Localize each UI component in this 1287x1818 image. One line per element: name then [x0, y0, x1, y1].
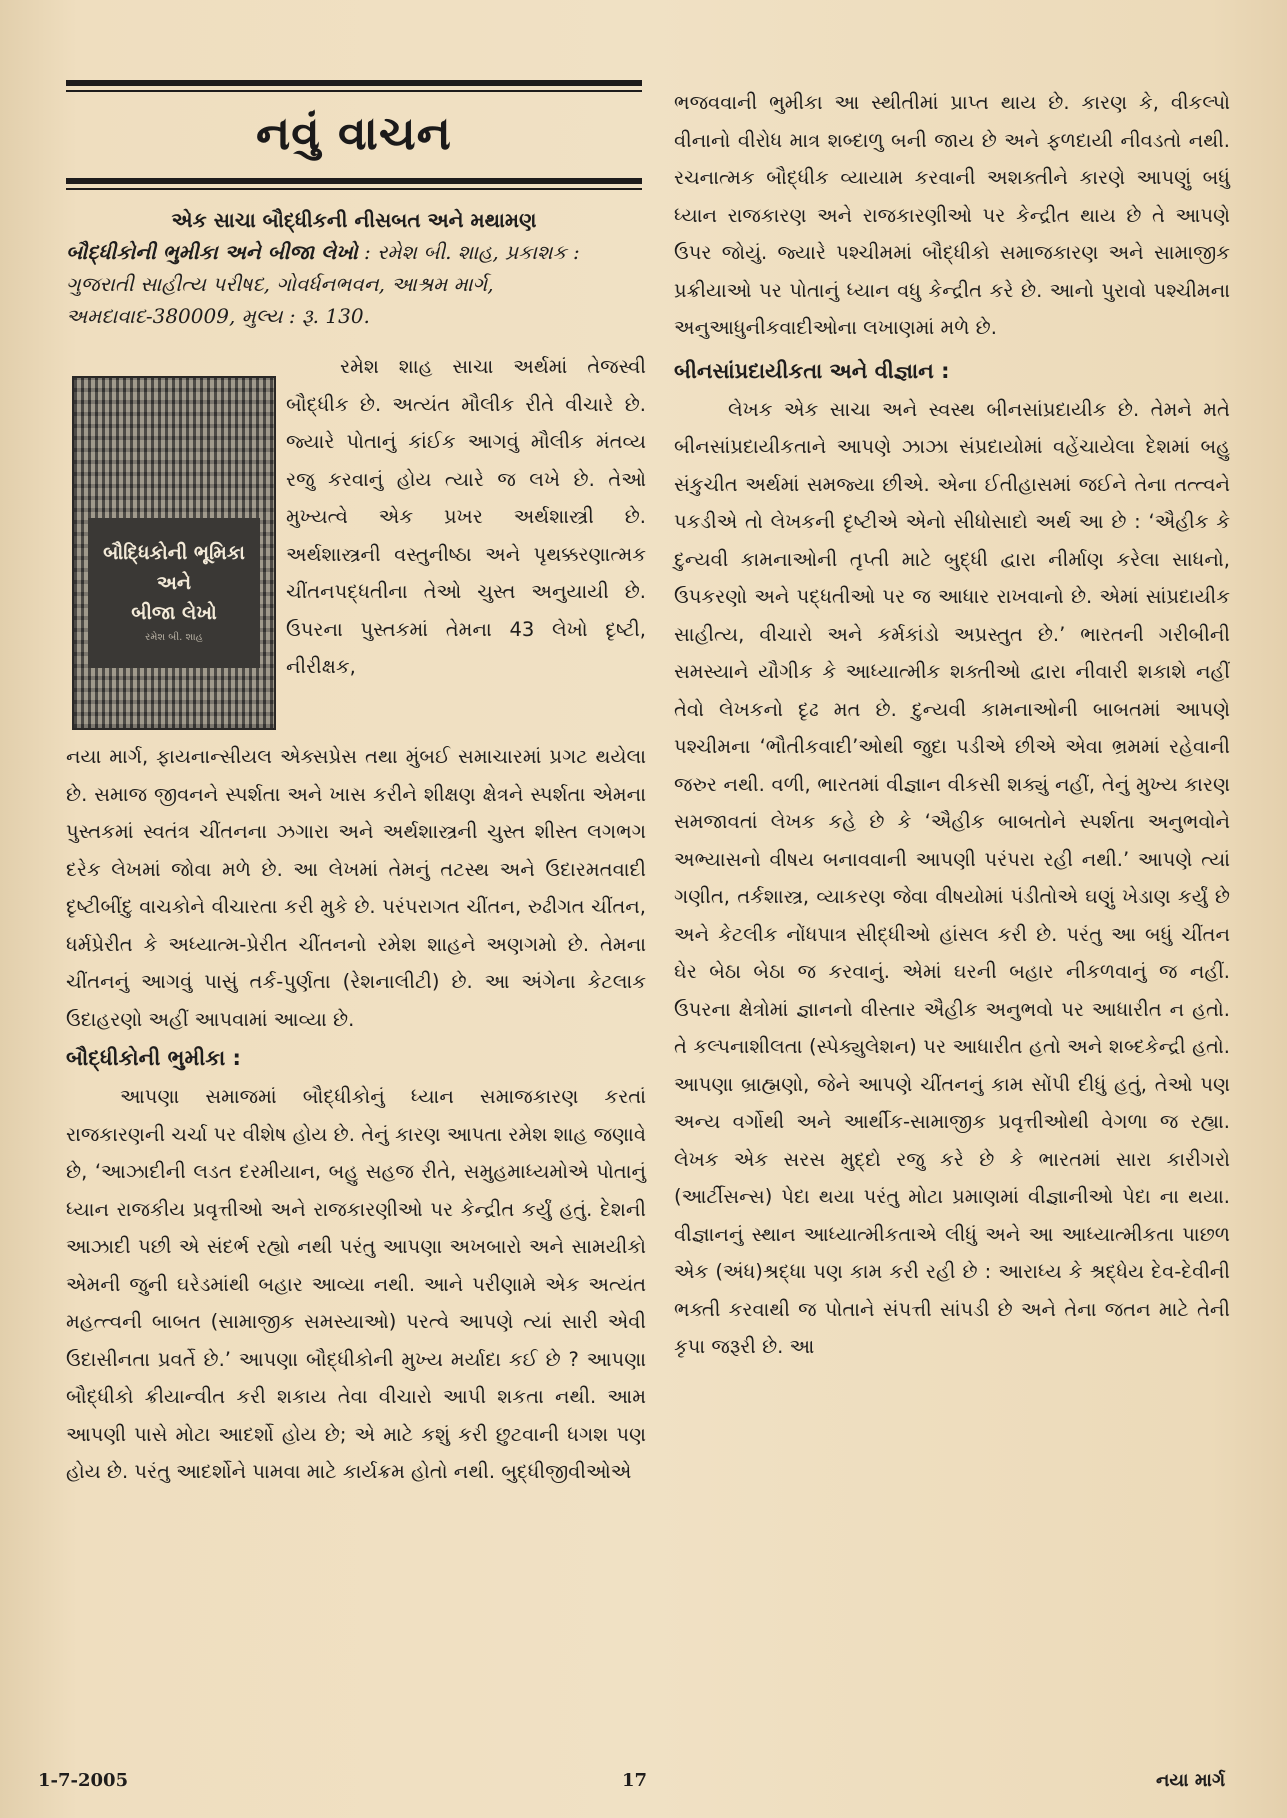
left-paragraph-1: નયા માર્ગ, ફાયનાન્સીયલ એક્સપ્રેસ તથા મુંબઈ સમાચારમાં પ્રગટ થયેલા છે. સમાજ જીવનને સ્પર્શતા અને ખાસ કરીને શીક્ષણ ક્ષેત્રને સ્પર્શતા એમના પુસ્તકમાં સ્વતંત્ર ચીંતનના ઝગારા અને અર્થશાસ્ત્રની ચુસ્ત શીસ્ત લગભગ દરેક લેખમાં જોવા મળે છે. આ લેખમાં તેમનું તટસ્થ અને ઉદારમતવાદી દૃષ્ટીબીંદુ વાચકોને વીચારતા કરી મુકે છે. પરંપરાગત ચીંતન, રુઢીગત ચીંતન, ધર્મપ્રેરીત કે અધ્યાત્મ-પ્રેરીત ચીંતનનો રમેશ શાહને અણગમો છે. તેમના ચીંતનનું આગવું પાસું તર્ક-પુર્ણતા (રેશનાલીટી) છે. આ અંગેના કેટલાક ઉદાહરણો અહીં આપવામાં આવ્યા છે. [66, 745, 646, 1031]
section-masthead: નવું વાચન [256, 106, 452, 160]
footer-date: 1-7-2005 [38, 1770, 129, 1791]
right-paragraph-1: ભજવવાની ભુમીકા આ સ્થીતીમાં પ્રાપ્ત થાય છે. કારણ કે, વીકલ્પો વીનાનો વીરોધ માત્ર શબ્દાળુ બની જાય છે અને ફળદાયી નીવડતો નથી. રચનાત્મક બૌદ્ધીક વ્યાયામ કરવાની અશક્તીને કારણે આપણું બધું ધ્યાન રાજકારણ અને રાજકારણીઓ પર કેન્દ્રીત થાય છે તે આપણે ઉપર જોયું. જ્યારે પશ્ચીમમાં બૌદ્ધીકો સમાજકારણ અને સામાજીક પ્રક્રીયાઓ પર પોતાનું ધ્યાન વધુ કેન્દ્રીત કરે છે. આનો પુરાવો પશ્ચીમના અનુઆધુનીકવાદીઓના લખાણમાં મળે છે. [674, 91, 1230, 339]
masthead-bottom-rule-thin [66, 188, 642, 190]
right-column [674, 84, 1230, 1366]
left-section-heading: બૌદ્ધીકોની ભુમીકા : [66, 1046, 241, 1070]
masthead-bottom-rule [66, 178, 642, 184]
book-cover-image [72, 376, 276, 730]
right-paragraph-2: લેખક એક સાચા અને સ્વસ્થ બીનસાંપ્રદાયીક છે. તેમને મતે બીનસાંપ્રદાયીકતાને આપણે ઝાઝા સંપ્રદાયોમાં વહેંચાયેલા દેશમાં બહુ સંકુચીત અર્થમાં સમજ્યા છીએ. એના ઈતીહાસમાં જઈને તેના તત્ત્વને પકડીએ તો લેખકની દૃષ્ટીએ એનો સીધોસાદો અર્થ આ છે : ‘ઐહીક કે દુન્યવી કામનાઓની તૃપ્તી માટે બુદ્ધી દ્વારા નીર્માણ કરેલા સાધનો, ઉપકરણો અને પદ્ધતીઓ પર જ આધાર રાખવાનો છે. એમાં સાંપ્રદાયીક સાહીત્ય, વીચારો અને કર્મકાંડો અપ્રસ્તુત છે.’ ભારતની ગરીબીની સમસ્યાને યૌગીક કે આધ્યાત્મીક શક્તીઓ દ્વારા નીવારી શકાશે નહીં તેવો લેખકનો દૃઢ મત છે. દુન્યવી કામનાઓની બાબતમાં આપણે પશ્ચીમના ‘ભૌતીકવાદી’ઓથી જુદા પડીએ છીએ એવા ભ્રમમાં રહેવાની જરુર નથી. વળી, ભારતમાં વીજ્ઞાન વીકસી શક્યું નહીં, તેનું મુખ્ય કારણ સમજાવતાં લેખક કહે છે કે ‘ઐહીક બાબતોને સ્પર્શતા અનુભવોને અભ્યાસનો વીષય બનાવવાની આપણી પરંપરા રહી નથી.’ આપણે ત્યાં ગણીત, તર્કશાસ્ત્ર, વ્યાકરણ જેવા વીષયોમાં પંડીતોએ ઘણું ખેડાણ કર્યું છે અને કેટલીક નોંધપાત્ર સીદ્ધીઓ હાંસલ કરી છે. પરંતુ આ બધું ચીંતન ઘેર બેઠા બેઠા જ કરવાનું. એમાં ઘરની બહાર નીકળવાનું જ નહીં. ઉપરના ક્ષેત્રોમાં જ્ઞાનનો વીસ્તાર ઐહીક અનુભવો પર આધારીત ન હતો. તે કલ્પનાશીલતા (સ્પેક્યુલેશન) પર આધારીત હતો અને શબ્દકેન્દ્રી હતો. આપણા બ્રાહ્મણો, જેને આપણે ચીંતનનું કામ સોંપી દીધું હતું, તેઓ પણ અન્ય વર્ગોથી અને આર્થીક-સામાજીક પ્રવૃત્તીઓથી વેગળા જ રહ્યા. લેખક એક સરસ મુદ્દો રજુ કરે છે કે ભારતમાં સારા કારીગરો (આર્ટીસન્સ) પેદા થયા પરંતુ મોટા પ્રમાણમાં વીજ્ઞાનીઓ પેદા ના થયા. વીજ્ઞાનનું સ્થાન આધ્યાત્મીકતાએ લીધું અને આ આધ્યાત્મીકતા પાછળ એક (અંધ)શ્રદ્ધા પણ કામ કરી રહી છે : આરાધ્ય કે શ્રદ્ધેય દેવ-દેવીની ભક્તી કરવાથી જ પોતાને સંપત્તી સાંપડી છે અને તેના જતન માટે તેની કૃપા જરૂરી છે. આ [674, 397, 1231, 1358]
left-intro-text [286, 348, 646, 686]
article-subtitle: એક સાચા બૌદ્ધીકની નીસબત અને મથામણ [171, 208, 537, 232]
right-section-heading: બીનસાંપ્રદાયીકતા અને વીજ્ઞાન : [674, 358, 950, 383]
book-details: : રમેશ બી. શાહ, પ્રકાશક : ગુજરાતી સાહીત્ય પરીષદ, ગોવર્ધનભવન, આશ્રમ માર્ગ, અમદાવાદ-380009, મુલ્ય : રૂ. 130. [66, 240, 580, 328]
book-citation [66, 236, 646, 332]
top-rule-thin [66, 90, 642, 92]
footer-magazine-name: નયા માર્ગ [1156, 1770, 1226, 1791]
book-cover-title-panel [88, 518, 260, 668]
left-column [66, 738, 646, 1491]
left-paragraph-2: આપણા સમાજમાં બૌદ્ધીકોનું ધ્યાન સમાજકારણ કરતાં રાજકારણની ચર્ચા પર વીશેષ હોય છે. તેનું કારણ આપતા રમેશ શાહ જણાવે છે, ‘આઝાદીની લડત દરમીયાન, બહુ સહજ રીતે, સમુહમાધ્યમોએ પોતાનું ધ્યાન રાજકીય પ્રવૃત્તીઓ અને રાજકારણીઓ પર કેન્દ્રીત કર્યું હતું. દેશની આઝાદી પછી એ સંદર્ભ રહ્યો નથી પરંતુ આપણા અખબારો અને સામયીકો એમની જુની ઘરેડમાંથી બહાર આવ્યા નથી. આને પરીણામે એક અત્યંત મહત્ત્વની બાબત (સામાજીક સમસ્યાઓ) પરત્વે આપણે ત્યાં સારી એવી ઉદાસીનતા પ્રવર્તે છે.’ આપણા બૌદ્ધીકોની મુખ્ય મર્યાદા કઈ છે ? આપણા બૌદ્ધીકો ક્રીયાન્વીત કરી શકાય તેવા વીચારો આપી શકતા નથી. આમ આપણી પાસે મોટા આદર્શો હોય છે; એ માટે કશું કરી છુટવાની ધગશ પણ હોય છે. પરંતુ આદર્શોને પામવા માટે કાર્યક્રમ હોતો નથી. બુદ્ધીજીવીઓએ [66, 1085, 646, 1483]
cover-title-line2: અને [156, 572, 192, 594]
cover-title-line1: બૌદ્ધિકોની ભૂમિકા [103, 542, 245, 564]
cover-title-line3: બીજા લેખો [131, 602, 217, 624]
intro-paragraph: રમેશ શાહ સાચા અર્થમાં તેજસ્વી બૌદ્ધીક છે. અત્યંત મૌલીક રીતે વીચારે છે. જ્યારે પોતાનું કાંઈક આગવું મૌલીક મંતવ્ય રજુ કરવાનું હોય ત્યારે જ લખે છે. તેઓ મુખ્યત્વે એક પ્રખર અર્થશાસ્ત્રી છે. અર્થશાસ્ત્રની વસ્તુનીષ્ઠા અને પૃથક્કરણાત્મક ચીંતનપદ્ધતીના તેઓ ચુસ્ત અનુયાયી છે. ઉપરના પુસ્તકમાં તેમના 43 લેખો દૃષ્ટી, નીરીક્ષક, [286, 355, 646, 678]
top-rule [66, 80, 642, 86]
cover-author: રમેશ બી. શાહ [145, 632, 203, 643]
book-title: બૌદ્ધીકોની ભુમીકા અને બીજા લેખો [66, 240, 358, 264]
footer-page-number: 17 [622, 1770, 648, 1791]
